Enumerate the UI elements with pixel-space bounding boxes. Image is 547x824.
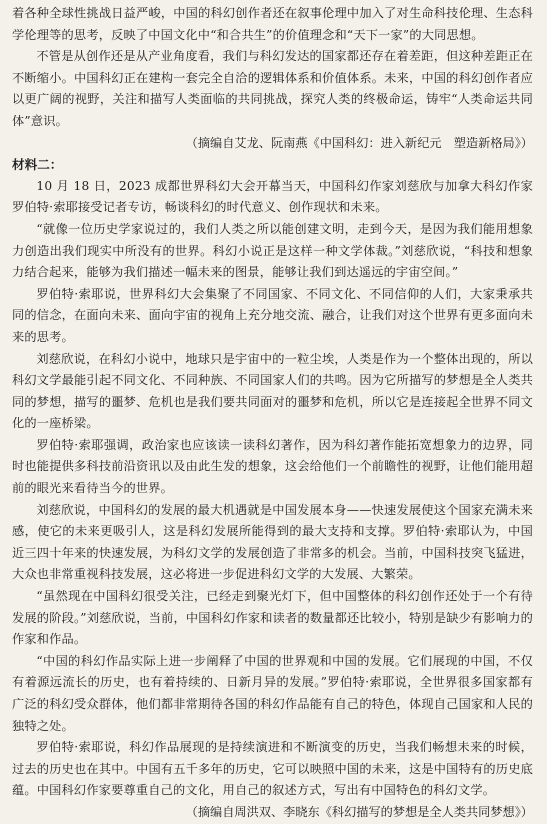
material2-paragraph-3: 罗伯特·索耶说，世界科幻大会集聚了不同国家、不同文化、不同信仰的人们，大家秉承共同的信念，在面向未来、面向宇宙的视角上充分地交流、融合，让我们对这个世界有更多面向未来的思考。	[12, 286, 533, 344]
material1-citation: （摘编自艾龙、阮南燕《中国科幻：进入新纪元 塑造新格局》）	[185, 135, 533, 150]
material2-paragraph-5: 罗伯特·索耶强调，政治家也应该读一读科幻著作，因为科幻著作能拓宽想象力的边界，同时也能提供多科技前沿资讯以及由此生发的想象，这会给他们一个前瞻性的视野，让他们能用超前的眼光来看待当今的世界。	[12, 437, 533, 496]
material2-paragraph-6: 刘慈欣说，中国科幻的发展的最大机遇就是中国发展本身——快速发展使这个国家充满未来感，使它的未来更吸引人，这是科幻发展所能得到的最大支持和支撑。罗伯特·索耶认为，中国近三四十年来的快速发展，为科幻文学的发展创造了非常多的机会。当前，中国科技突飞猛进，大众也非常重视科技发展，这必将进一步促进科幻文学的大发展、大繁荣。	[12, 502, 533, 582]
material2-paragraph-7: “虽然现在中国科幻很受关注，已经走到聚光灯下，但中国整体的科幻创作还处于一个有待发展的阶段。”刘慈欣说，当前，中国科幻作家和读者的数量都还比较小，特别是缺少有影响力的作家和作品。	[12, 589, 533, 647]
material2-paragraph-2: “就像一位历史学家说过的，我们人类之所以能创建文明，走到今天，是因为我们能用想象力创造出我们现实中所没有的世界。科幻小说正是这样一种文学体裁。”刘慈欣说，“科技和想象力结合起来，能够为我们描述一幅未来的图景，能够让我们到达遥远的宇宙空间。”	[12, 221, 533, 280]
material2-citation: （摘编自周洪双、李晓东《科幻描写的梦想是全人类共同梦想》）	[185, 804, 533, 819]
material2-paragraph-4: 刘慈欣说，在科幻小说中，地球只是宇宙中的一粒尘埃，人类是作为一个整体出现的，所以科幻文学最能引起不同文化、不同种族、不同国家人们的共鸣。因为它所描写的梦想是全人类共同的梦想，描写的噩梦、危机也是我们要共同面对的噩梦和危机，所以它是连接起全世界不同文化的一座桥梁。	[12, 351, 533, 431]
material1-paragraph-2: 不管是从创作还是从产业角度看，我们与科幻发达的国家都还存在着差距，但这种差距正在不断缩小。中国科幻正在建构一套完全自洽的逻辑体系和价值体系。未来，中国的科幻创作者应以更广阔的视野，关注和描写人类面临的共同挑战，探究人类的终极命运，铸牢“人类命运共同体”意识。	[12, 49, 533, 128]
material2-heading: 材料二：	[12, 157, 63, 173]
material2-paragraph-8: “中国的科幻作品实际上进一步阐释了中国的世界观和中国的发展。它们展现的中国，不仅有着源远流长的历史，也有着持续的、日新月异的发展。”罗伯特·索耶说，全世界很多国家都有广泛的科幻受众群体，他们都非常期待各国的科幻作品能有自己的特色，体现自己国家和人民的独特之处。	[12, 653, 533, 733]
material2-paragraph-9: 罗伯特·索耶说，科幻作品展现的是持续演进和不断演变的历史，当我们畅想未来的时候，过去的历史也在其中。中国有五千多年的历史，它可以映照中国的未来，这是中国特有的历史底蕴。中国科幻作家要尊重自己的文化，用自己的叙述方式，写出有中国特色的科幻文学。	[12, 740, 533, 798]
material2-paragraph-1: 10 月 18 日，2023 成都世界科幻大会开幕当天，中国科幻作家刘慈欣与加拿大科幻作家罗伯特·索耶接受记者专访，畅谈科幻的时代意义、创作现状和未来。	[12, 178, 533, 215]
material1-continuation: 着各种全球性挑战日益严峻，中国的科幻创作者还在叙事伦理中加入了对生命科技伦理、生态科学伦理等的思考，反映了中国文化中“和合共生”的价值理念和“天下一家”的大同思想。	[12, 6, 533, 42]
